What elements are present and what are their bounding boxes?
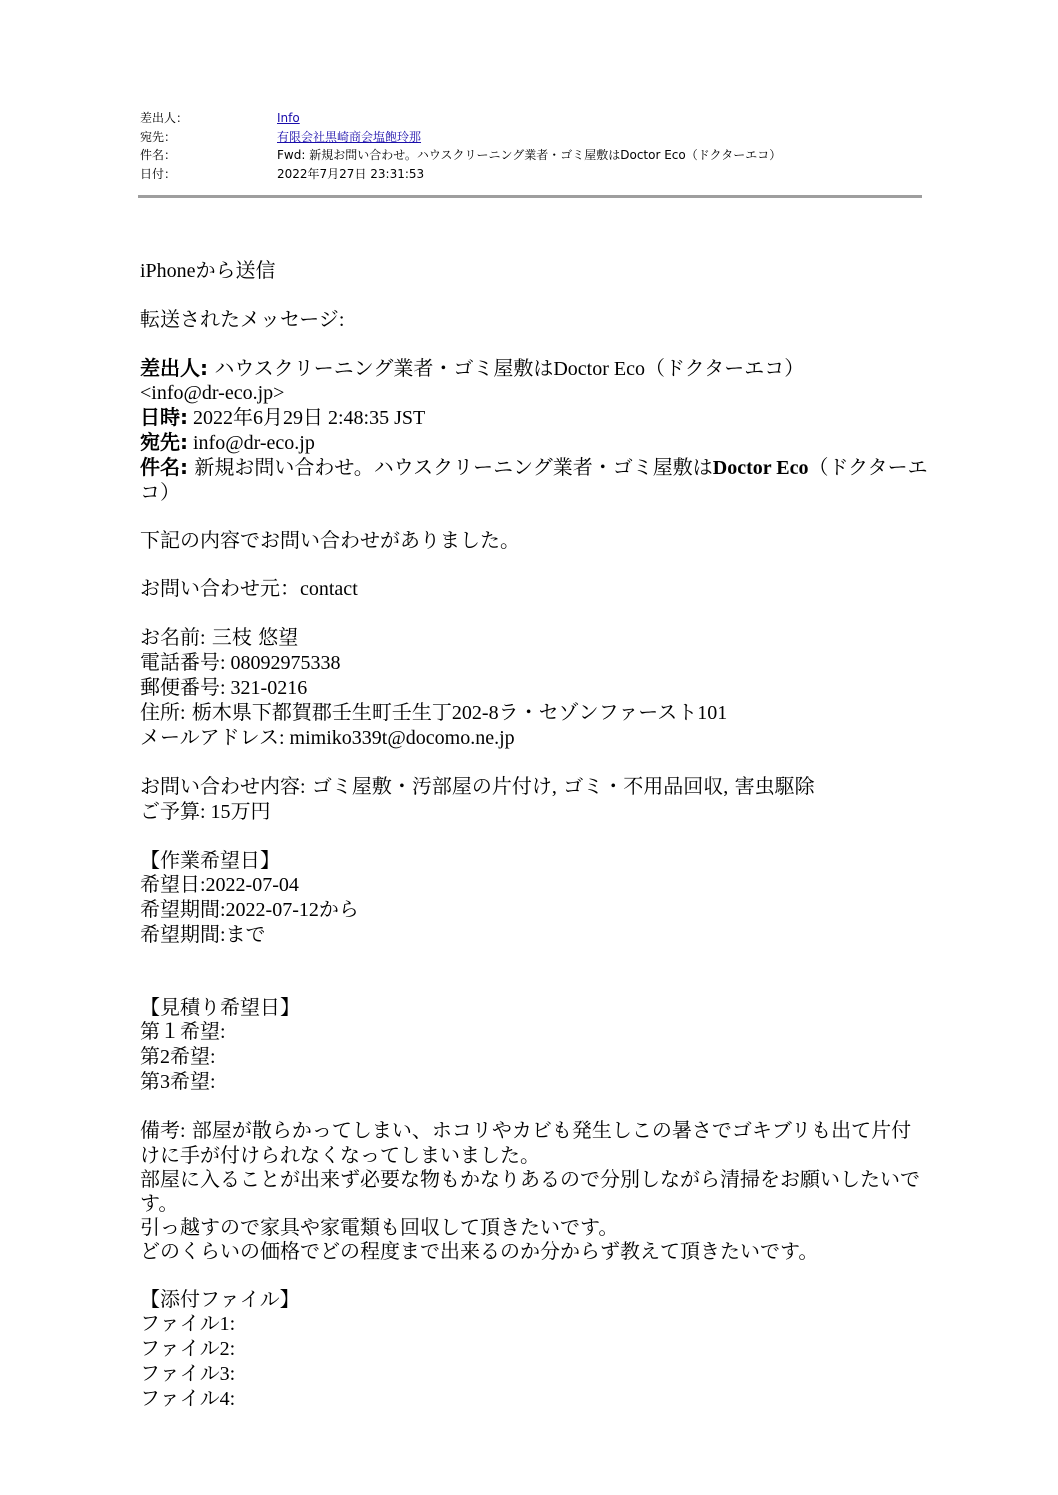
budget-line: ご予算: 15万円 bbox=[140, 799, 271, 823]
fwd-date-line: 日時: 2022年6月29日 2:48:35 JST bbox=[140, 405, 426, 429]
file-line-4: ファイル4: bbox=[140, 1386, 236, 1410]
to-link[interactable]: 有限会社黒崎商会塩飽玲那 bbox=[277, 129, 422, 144]
estimate-heading: 【見積り希望日】 bbox=[140, 995, 300, 1019]
date-value: 2022年7月27日 23:31:53 bbox=[277, 166, 425, 181]
pref1-line: 第１希望: bbox=[140, 1019, 226, 1043]
file-line-2: ファイル2: bbox=[140, 1336, 236, 1360]
address-line: 住所: 栃木県下都賀郡壬生町壬生丁202-8ラ・セゾンファースト101 bbox=[140, 700, 728, 724]
notes-para-2: 部屋に入ることが出来ず必要な物もかなりあるので分別しながら清掃をお願いしたいです。 bbox=[140, 1167, 920, 1215]
subject-value: Fwd: 新規お問い合わせ。ハウスクリーニング業者・ゴミ屋敷はDoctor Eco（ドクターエコ） bbox=[277, 148, 782, 162]
phone-line: 電話番号: 08092975338 bbox=[140, 650, 341, 674]
pref3-line: 第3希望: bbox=[140, 1069, 216, 1093]
email-body bbox=[140, 258, 930, 1411]
from-label: 差出人： bbox=[140, 111, 189, 125]
fwd-from-line: 差出人: ハウスクリーニング業者・ゴミ屋敷はDoctor Eco（ドクターエコ） bbox=[140, 356, 805, 380]
intro-line: 下記の内容でお問い合わせがありました。 bbox=[140, 528, 520, 552]
header-to-row bbox=[140, 128, 922, 147]
email-line: メールアドレス: mimiko339t@docomo.ne.jp bbox=[140, 725, 515, 749]
header-date-row bbox=[140, 165, 922, 184]
forwarded-line: 転送されたメッセージ: bbox=[140, 307, 345, 331]
work-heading: 【作業希望日】 bbox=[140, 848, 280, 872]
work-period-line: 希望期間:2022-07-12から bbox=[140, 897, 359, 921]
name-line: お名前: 三枝 悠望 bbox=[140, 625, 299, 649]
postal-line: 郵便番号: 321-0216 bbox=[140, 675, 308, 699]
work-date-line: 希望日:2022-07-04 bbox=[140, 872, 299, 896]
notes-para-4: どのくらいの価格でどの程度まで出来るのか分からず教えて頂きたいです。 bbox=[140, 1239, 819, 1263]
email-header bbox=[140, 109, 922, 183]
work-period2-line: 希望期間:まで bbox=[140, 922, 266, 946]
to-label: 宛先： bbox=[140, 129, 177, 144]
file-line-3: ファイル3: bbox=[140, 1361, 236, 1385]
attach-heading: 【添付ファイル】 bbox=[140, 1287, 300, 1311]
subject-label: 件名： bbox=[140, 148, 177, 162]
header-divider bbox=[138, 195, 922, 198]
date-label: 日付： bbox=[140, 166, 177, 181]
inquiry-line: お問い合わせ内容: ゴミ屋敷・汚部屋の片付け, ゴミ・不用品回収, 害虫駆除 bbox=[140, 774, 815, 798]
file-line-1: ファイル1: bbox=[140, 1311, 236, 1335]
source-line: お問い合わせ元：contact bbox=[140, 576, 358, 600]
pref2-line: 第2希望: bbox=[140, 1044, 216, 1068]
header-subject-row bbox=[140, 146, 922, 165]
notes-para-1: 備考: 部屋が散らかってしまい、ホコリやカビも発生しこの暑さでゴキブリも出て片付けに手が付けられなくなってしまいました。 bbox=[140, 1118, 912, 1167]
fwd-to-line: 宛先: info@dr-eco.jp bbox=[140, 430, 315, 454]
fwd-subject-line: 件名: 新規お問い合わせ。ハウスクリーニング業者・ゴミ屋敷はDoctor Eco（ドクターエコ） bbox=[140, 455, 928, 504]
notes-para-3: 引っ越すので家具や家電類も回収して頂きたいです。 bbox=[140, 1215, 619, 1239]
from-link[interactable]: Info bbox=[277, 111, 300, 125]
fwd-from-email: <info@dr-eco.jp> bbox=[140, 382, 285, 404]
sent-from-line: iPhoneから送信 bbox=[140, 258, 276, 282]
header-from-row bbox=[140, 109, 922, 128]
